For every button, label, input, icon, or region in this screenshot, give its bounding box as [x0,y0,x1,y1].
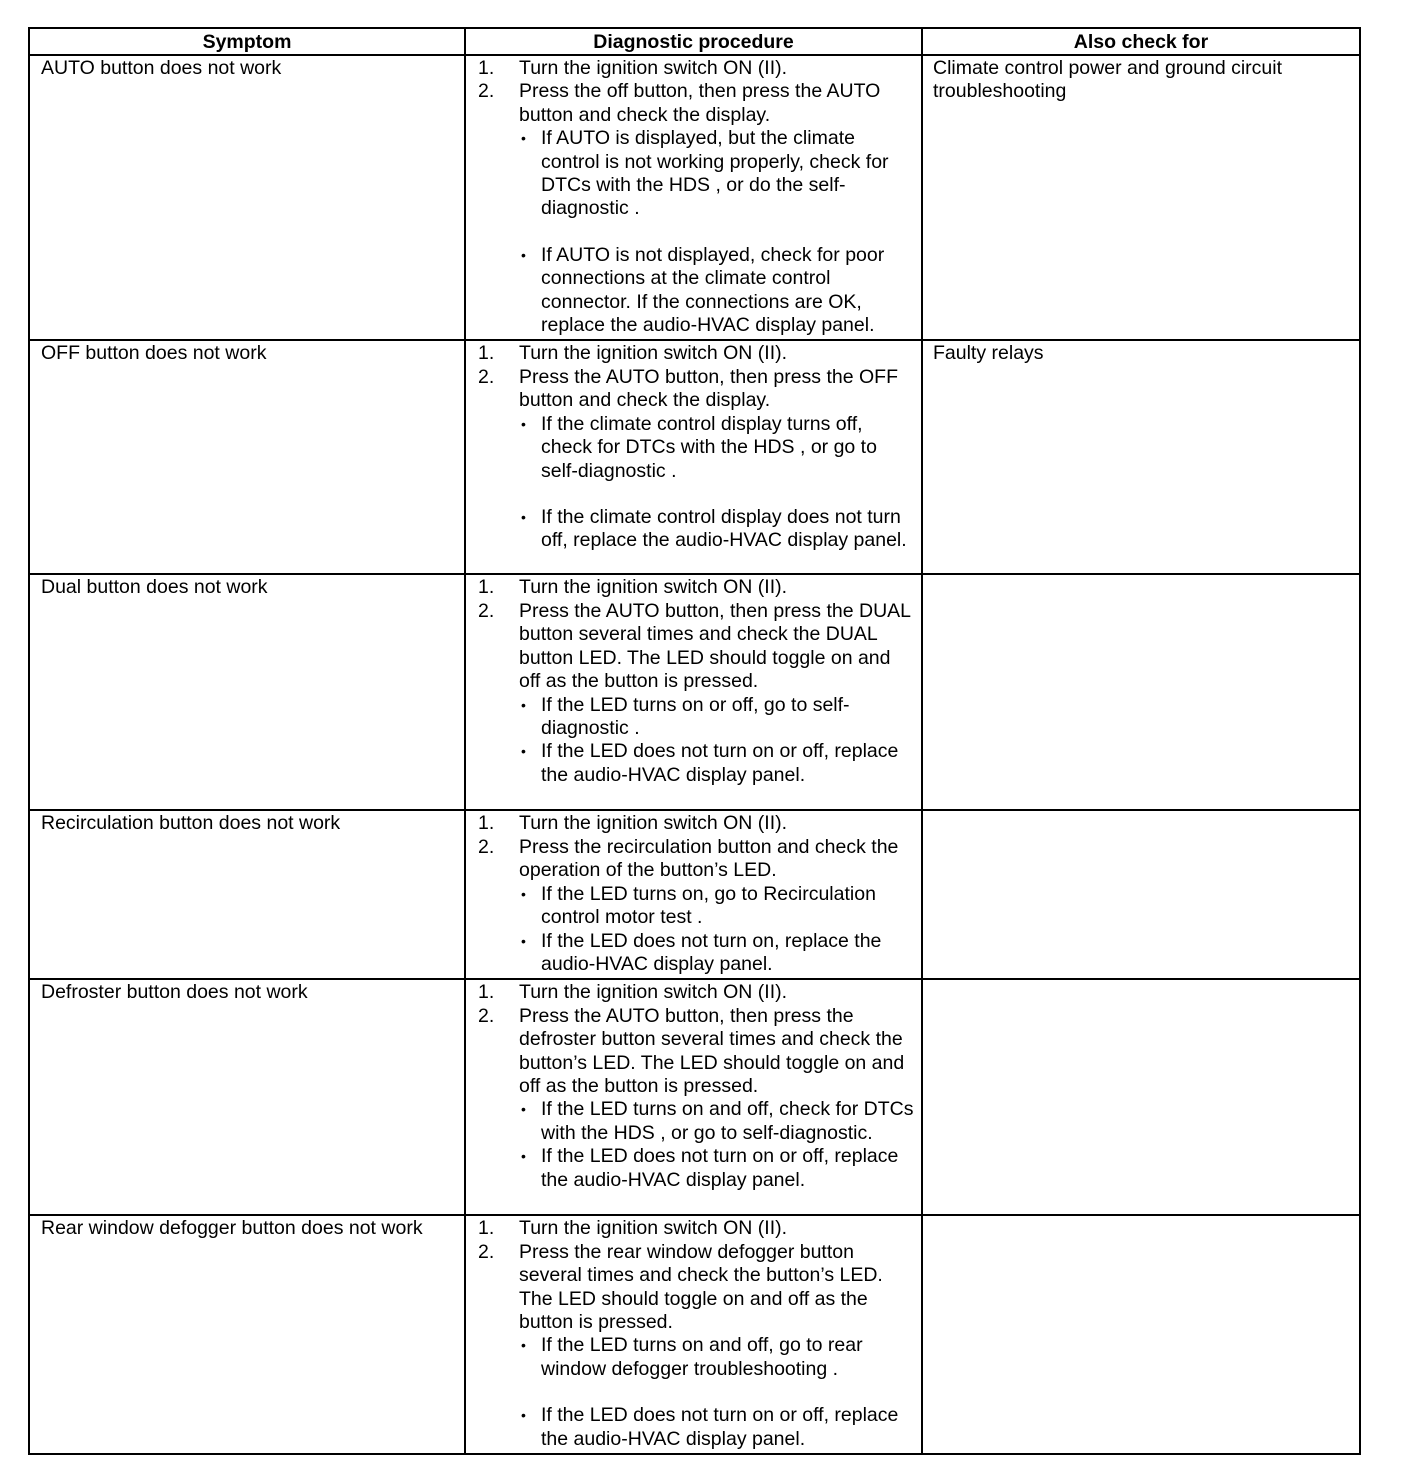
symptom-cell: OFF button does not work [29,340,465,574]
procedure-step: 2. Press the recirculation button and check the operation of the button’s LED. [478,836,915,883]
step-text: Press the AUTO button, then press the defroster button several times and check the button’s LED. The LED should toggle on and off as the button is pressed. [519,1004,905,1097]
bullet-dot-icon: • [521,415,526,432]
procedure-step: 2. Press the rear window defogger button several times and check the button’s LED. The LED should toggle on and off as the button is pressed. [478,1241,915,1335]
procedure-bullet [521,413,915,483]
table-row [29,574,1360,810]
procedure-bullet [521,1334,915,1381]
procedure-bullet [521,127,915,221]
step-text: Turn the ignition switch ON (II). [519,1217,788,1240]
bullet-text: If the LED turns on and off, check for DTCs with the HDS , or go to self-diagnostic. [541,1098,914,1144]
procedure-bullet [521,506,915,553]
table-row [29,340,1360,574]
symptom-cell: Defroster button does not work [29,979,465,1215]
also-check-cell [922,979,1360,1215]
bullet-text: If the climate control display does not turn off, replace the audio-HVAC display panel. [541,505,907,552]
bullet-dot-icon: • [521,743,526,760]
procedure-bullet [521,1145,915,1192]
header-symptom: Symptom [29,28,465,55]
bullet-text: If the LED turns on and off, go to rear window defogger troubleshooting . [541,1334,863,1380]
header-also-check-for: Also check for [922,28,1360,55]
bullet-dot-icon: • [521,1337,526,1354]
bullet-text: If the LED turns on, go to Recirculation control motor test . [541,882,876,929]
bullet-dot-icon: • [521,246,526,263]
step-text: Press the recirculation button and check the operation of the button’s LED. [519,835,899,882]
bullet-dot-icon: • [521,1407,526,1424]
procedure-bullet [521,740,915,787]
procedure-step: 2. Press the AUTO button, then press the OFF button and check the display. [478,366,915,413]
procedure-step: 2. Press the AUTO button, then press the defroster button several times and check the button’s LED. The LED should toggle on and off as the button is pressed. [478,1005,915,1099]
step-text: Turn the ignition switch ON (II). [519,57,788,79]
bullet-dot-icon: • [521,508,526,525]
table-row [29,810,1360,979]
step-text: Press the rear window defogger button several times and check the button’s LED. The LED should toggle on and off as the button is pressed. [519,1240,883,1333]
procedure-bullet [521,1098,915,1145]
bullet-dot-icon: • [521,696,526,713]
bullet-dot-icon: • [521,1148,526,1165]
bullet-text: If the LED does not turn on or off, replace the audio-HVAC display panel. [541,1404,899,1450]
procedure-bullet [521,244,915,338]
step-text: Turn the ignition switch ON (II). [519,812,788,835]
symptom-cell: Dual button does not work [29,574,465,810]
table-row [29,979,1360,1215]
bullet-text: If the LED does not turn on, replace the audio-HVAC display panel. [541,929,882,975]
step-text: Turn the ignition switch ON (II). [519,576,788,599]
procedure-cell [465,810,922,979]
also-check-cell: Climate control power and ground circuit troubleshooting [922,55,1360,340]
step-text: Press the AUTO button, then press the OFF button and check the display. [519,365,898,412]
procedure-step: 1. Turn the ignition switch ON (II). [478,1217,915,1240]
bullet-text: If the LED does not turn on or off, replace the audio-HVAC display panel. [541,740,899,786]
step-text: Turn the ignition switch ON (II). [519,342,788,365]
procedure-step: 1. Turn the ignition switch ON (II). [478,57,915,80]
procedure-bullet [521,694,915,741]
procedure-bullet [521,1404,915,1451]
bullet-dot-icon: • [521,1101,526,1118]
procedure-step: 1. Turn the ignition switch ON (II). [478,576,915,599]
procedure-step: 2. Press the AUTO button, then press the DUAL button several times and check the DUAL button LED. The LED should toggle on and off as the button is pressed. [478,600,915,694]
also-check-cell [922,574,1360,810]
also-check-cell [922,810,1360,979]
procedure-bullet [521,930,915,977]
step-text: Press the off button, then press the AUTO button and check the display. [519,80,881,126]
procedure-step: 1. Turn the ignition switch ON (II). [478,812,915,835]
symptom-cell: AUTO button does not work [29,55,465,340]
procedure-bullet [521,883,915,930]
bullet-text: If the climate control display turns off, check for DTCs with the HDS , or go to self-diagnostic . [541,412,877,482]
also-check-cell: Faulty relays [922,340,1360,574]
step-text: Press the AUTO button, then press the DUAL button several times and check the DUAL button LED. The LED should toggle on and off as the button is pressed. [519,599,911,693]
procedure-step: 2. Press the off button, then press the AUTO button and check the display. [478,80,915,127]
also-check-cell [922,1215,1360,1454]
table-row [29,1215,1360,1454]
procedure-cell [465,1215,922,1454]
diagnostic-table [28,27,1361,1455]
procedure-step: 1. Turn the ignition switch ON (II). [478,981,915,1004]
symptom-cell: Recirculation button does not work [29,810,465,979]
bullet-dot-icon: • [521,932,526,949]
bullet-text: If AUTO is not displayed, check for poor connections at the climate control connector. If the connections are OK, replace the audio-HVAC display panel. [541,243,885,337]
step-text: Turn the ignition switch ON (II). [519,981,788,1004]
table-row [29,55,1360,340]
procedure-cell [465,340,922,574]
bullet-text: If the LED turns on or off, go to self-diagnostic . [541,693,850,739]
procedure-cell [465,979,922,1215]
procedure-cell [465,574,922,810]
symptom-cell: Rear window defogger button does not work [29,1215,465,1454]
header-diagnostic-procedure: Diagnostic procedure [465,28,922,55]
table-header-row [29,28,1360,55]
procedure-step: 1. Turn the ignition switch ON (II). [478,342,915,365]
bullet-text: If AUTO is displayed, but the climate control is not working properly, check for DTCs with the HDS , or do the self-diagnostic . [541,127,889,220]
procedure-cell [465,55,922,340]
bullet-dot-icon: • [521,885,526,902]
bullet-dot-icon: • [521,130,526,147]
bullet-text: If the LED does not turn on or off, replace the audio-HVAC display panel. [541,1145,899,1191]
